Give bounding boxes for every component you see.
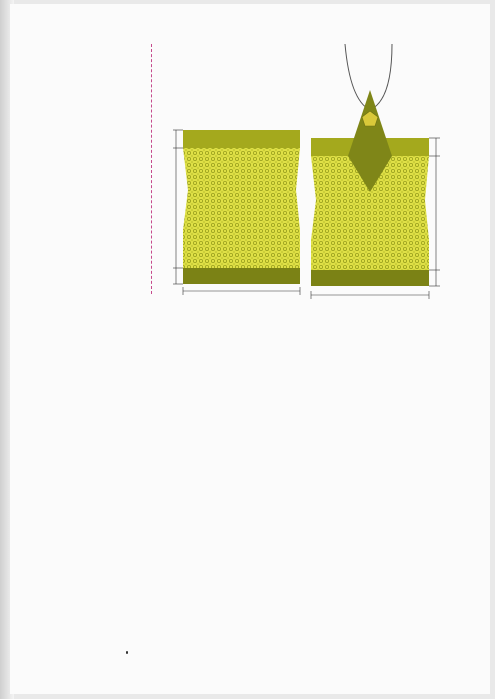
back-piece-schematic (183, 130, 300, 284)
scan-speck (126, 651, 128, 654)
front-piece-schematic (311, 44, 429, 286)
legend-item-chain (42, 562, 53, 568)
legend-item-decrease (42, 592, 53, 598)
legend-item-slip-stitch (42, 548, 53, 554)
legend-item-double-crochet (42, 577, 53, 583)
